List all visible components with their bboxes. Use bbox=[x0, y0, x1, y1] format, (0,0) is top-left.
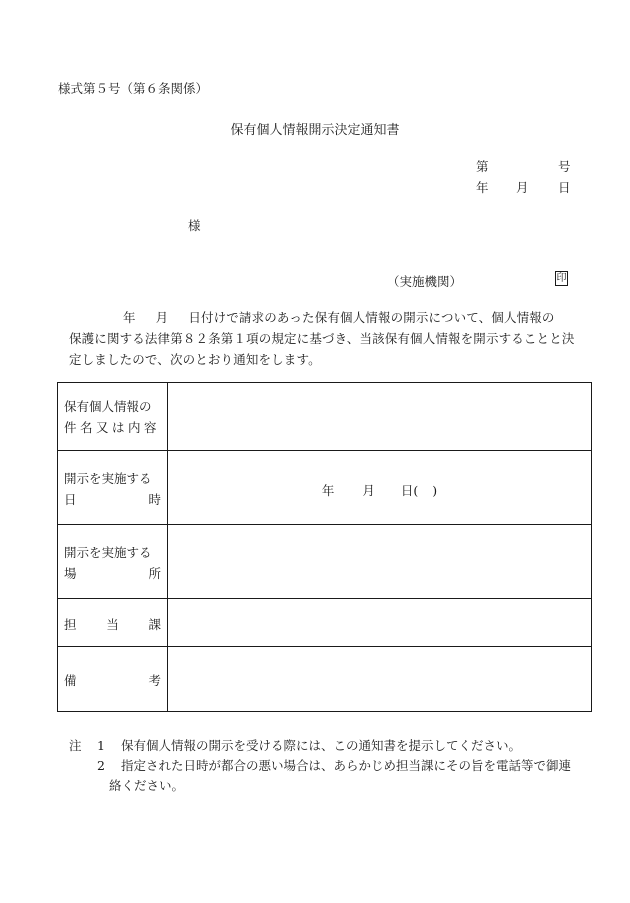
datetime-label-line1: 開示を実施する bbox=[64, 471, 152, 486]
issue-date-day: 日 bbox=[558, 180, 571, 195]
label-cell bbox=[58, 383, 168, 450]
note-number: 1 bbox=[97, 738, 105, 753]
note-number: 2 bbox=[97, 758, 105, 773]
subject-label-line1: 保有個人情報の bbox=[64, 399, 152, 414]
issuer-label: （実施機関） bbox=[387, 274, 463, 289]
remarks-value[interactable] bbox=[168, 647, 591, 711]
table-row-place bbox=[58, 525, 591, 599]
place-label-line2: 場 所 bbox=[64, 566, 161, 581]
department-label: 担 当 課 bbox=[64, 617, 161, 632]
doc-number-prefix: 第 bbox=[476, 159, 489, 174]
datetime-label-line2: 日 時 bbox=[64, 492, 161, 507]
label-cell bbox=[58, 451, 168, 524]
label-cell bbox=[58, 525, 168, 598]
note-item-2-continuation bbox=[69, 776, 594, 796]
remarks-label: 備 考 bbox=[64, 673, 161, 688]
addressee-suffix: 様 bbox=[188, 218, 201, 233]
issue-date-year: 年 bbox=[476, 180, 489, 195]
note-item-1 bbox=[69, 736, 594, 756]
place-label-line1: 開示を実施する bbox=[64, 545, 152, 560]
note-text: 指定された日時が都合の悪い場合は、あらかじめ担当課にその旨を電話等で御連 bbox=[121, 758, 572, 773]
table-row-department bbox=[58, 599, 591, 647]
label-cell bbox=[58, 647, 168, 711]
form-number: 様式第５号（第６条関係） bbox=[58, 81, 209, 96]
datetime-value[interactable] bbox=[168, 451, 591, 524]
note-item-2 bbox=[69, 756, 594, 776]
body-line-1: 年 月 日付けで請求のあった保有個人情報の開示について、個人情報の bbox=[123, 310, 555, 325]
body-paragraph bbox=[69, 307, 594, 370]
note-text-continuation: 絡ください。 bbox=[109, 778, 185, 793]
notes-section bbox=[69, 736, 594, 796]
note-text: 保有個人情報の開示を受ける際には、この通知書を提示してください。 bbox=[121, 738, 522, 753]
disclosure-details-table bbox=[57, 382, 592, 712]
datetime-placeholder: 年 月 日( ) bbox=[321, 483, 438, 498]
table-row-subject bbox=[58, 383, 591, 451]
subject-label-line2: 件名又は内容 bbox=[64, 420, 161, 435]
body-line-3: 定しましたので、次のとおり通知をします。 bbox=[69, 352, 321, 367]
note-mark: 注 bbox=[69, 738, 82, 753]
issue-date-month: 月 bbox=[516, 180, 529, 195]
table-row-datetime bbox=[58, 451, 591, 525]
doc-number-suffix: 号 bbox=[558, 159, 571, 174]
document-title: 保有個人情報開示決定通知書 bbox=[230, 123, 400, 138]
department-value[interactable] bbox=[168, 599, 591, 646]
subject-value[interactable] bbox=[168, 383, 591, 450]
label-cell bbox=[58, 599, 168, 646]
body-line-2: 保護に関する法律第８２条第１項の規定に基づき、当該保有個人情報を開示することと決 bbox=[69, 331, 575, 346]
seal-mark: 印 bbox=[556, 273, 567, 284]
place-value[interactable] bbox=[168, 525, 591, 598]
table-row-remarks bbox=[58, 647, 591, 711]
